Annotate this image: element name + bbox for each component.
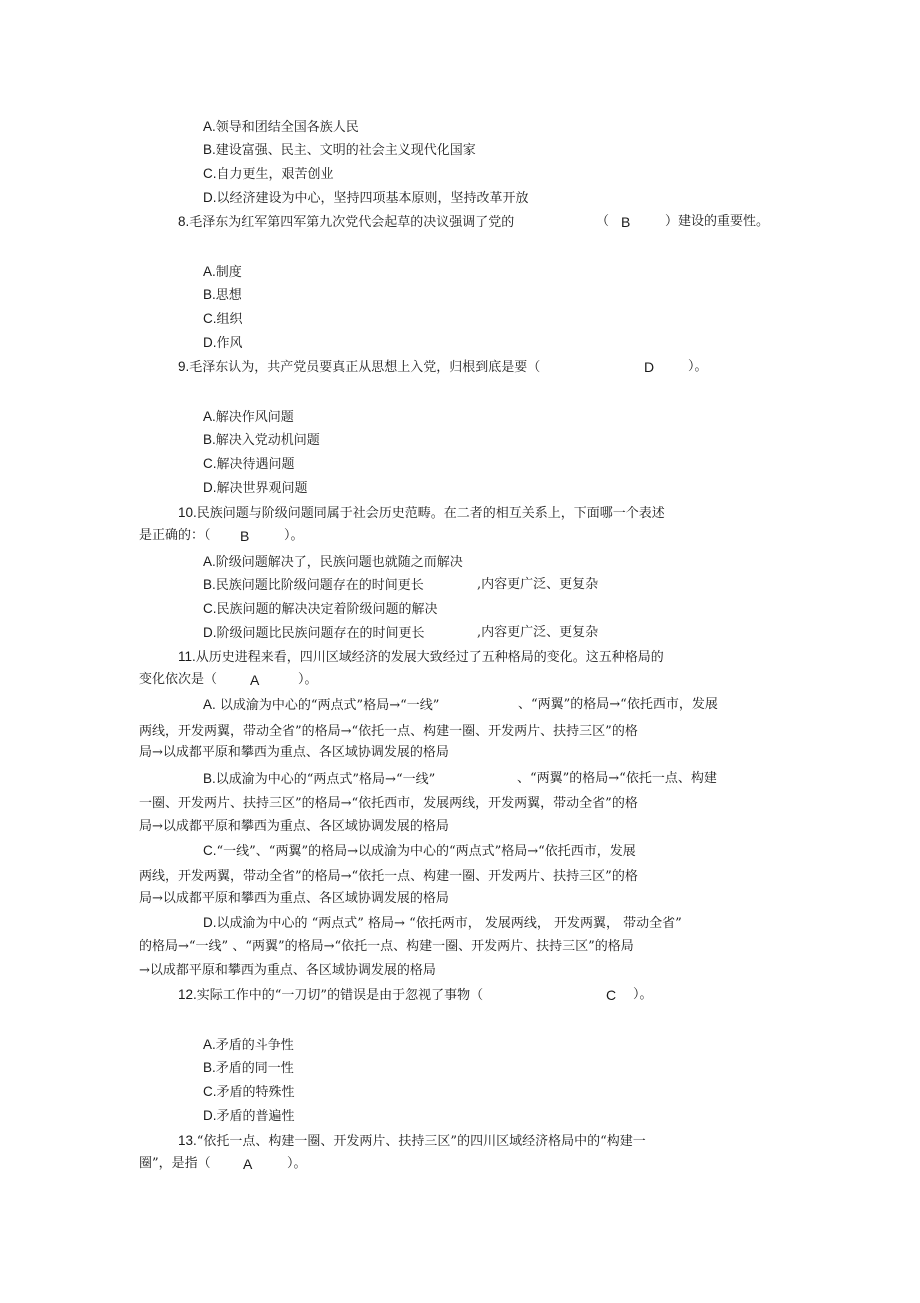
q10-question-line2: 是正确的：（ [139,528,211,543]
q12-option-d: D.矛盾的普遍性 [203,1108,295,1124]
q10-option-d-tail: ,内容更广泛、更复杂 [477,625,599,640]
q7-option-a: A.领导和团结全国各族人民 [203,119,359,135]
q8-option-c: C.组织 [203,311,243,327]
q9-option-a: A.解决作风问题 [203,409,294,425]
q9-option-d: D.解决世界观问题 [203,480,308,496]
q8-option-b: B.思想 [203,287,242,303]
q7-option-b: B.建设富强、民主、文明的社会主义现代化国家 [203,142,476,158]
q10-option-b-tail: ,内容更广泛、更复杂 [477,577,599,592]
q11-option-c-line1: C.“一线”、“两翼”的格局→以成渝为中心的“两点式”格局→“依托西市，发展 [203,843,636,859]
q9-close: ）。 [688,359,708,374]
q11-option-d-line1: D.以成渝为中心的 “两点式” 格局→ “依托两市， 发展两线， 开发两翼， 带动全省” [203,915,682,931]
q7-option-d: D.以经济建设为中心，坚持四项基本原则，坚持改革开放 [203,190,529,206]
q12-question: 12.实际工作中的“一刀切”的错误是由于忽视了事物（ [178,987,484,1003]
q13-question-line2: 圈”，是指（ [139,1156,211,1171]
q11-option-b-line1-tail: 、“两翼”的格局→“依托一点、构建 [517,771,717,786]
q8-answer: B [621,214,631,230]
q11-option-b-line1: B.以成渝为中心的“两点式”格局→“一线” [203,771,436,787]
q11-option-d-line2: 的格局→“一线” 、“两翼”的格局→“依托一点、构建一圈、开发两片、扶持三区”的格局 [139,939,634,954]
q11-option-c-line2: 两线，开发两翼，带动全省”的格局→“依托一点、构建一圈、开发两片、扶持三区”的格 [139,869,638,884]
q11-option-a-line2: 两线，开发两翼，带动全省”的格局→“依托一点、构建一圈、开发两片、扶持三区”的格 [139,724,638,739]
q10-close: ）。 [284,528,304,543]
q12-option-a: A.矛盾的斗争性 [203,1037,294,1053]
q11-option-a-line1-tail: 、“两翼”的格局→“依托西市，发展 [518,697,718,712]
q9-option-b: B.解决入党动机问题 [203,432,320,448]
q12-option-b: B.矛盾的同一性 [203,1060,294,1076]
q11-option-a-line1: A. 以成渝为中心的“两点式”格局→“一线” [203,697,440,713]
q9-question: 9.毛泽东认为，共产党员要真正从思想上入党，归根到底是要（ [178,359,541,375]
q12-answer: C [606,987,617,1003]
q10-option-a: A.阶级问题解决了，民族问题也就随之而解决 [203,554,463,570]
q10-answer: B [240,528,250,544]
q9-answer: D [644,359,655,375]
q11-option-d-line3: →以成都平原和攀西为重点、各区域协调发展的格局 [139,963,436,978]
q8-close: ）建设的重要性。 [665,214,770,229]
q8-question: 8.毛泽东为红军第四军第九次党代会起草的决议强调了党的 [178,214,515,230]
q10-option-c: C.民族问题的解决决定着阶级问题的解决 [203,601,438,617]
q11-option-b-line3: 局→以成都平原和攀西为重点、各区域协调发展的格局 [139,819,449,834]
q10-option-b: B.民族问题比阶级问题存在的时间更长 [203,577,424,593]
q9-option-c: C.解决待遇问题 [203,456,295,472]
q10-option-d: D.阶级问题比民族问题存在的时间更长 [203,625,425,641]
q11-option-c-line3: 局→以成都平原和攀西为重点、各区域协调发展的格局 [139,891,449,906]
q12-close: ）。 [633,987,653,1002]
q11-question-line2: 变化依次是（ [139,672,218,687]
q11-option-a-line3: 局→以成都平原和攀西为重点、各区域协调发展的格局 [139,745,449,760]
q11-close: ）。 [298,672,318,687]
q10-question-line1: 10.民族问题与阶级问题同属于社会历史范畴。在二者的相互关系上，下面哪一个表述 [178,505,665,521]
q11-question-line1: 11.从历史进程来看，四川区域经济的发展大致经过了五种格局的变化。这五种格局的 [178,649,664,665]
q7-option-c: C.自力更生，艰苦创业 [203,166,334,182]
q11-option-b-line2: 一圈、开发两片、扶持三区”的格局→“依托西市，发展两线，开发两翼，带动全省”的格 [139,796,638,811]
q8-option-a: A.制度 [203,264,242,280]
q13-close: ）。 [287,1156,307,1171]
q11-answer: A [250,672,260,688]
q13-answer: A [243,1156,253,1172]
q13-question-line1: 13.“依托一点、构建一圈、开发两片、扶持三区”的四川区域经济格局中的“构建一 [178,1133,646,1149]
q8-option-d: D.作风 [203,335,243,351]
q8-open-paren: （ [596,214,610,229]
q12-option-c: C.矛盾的特殊性 [203,1084,295,1100]
